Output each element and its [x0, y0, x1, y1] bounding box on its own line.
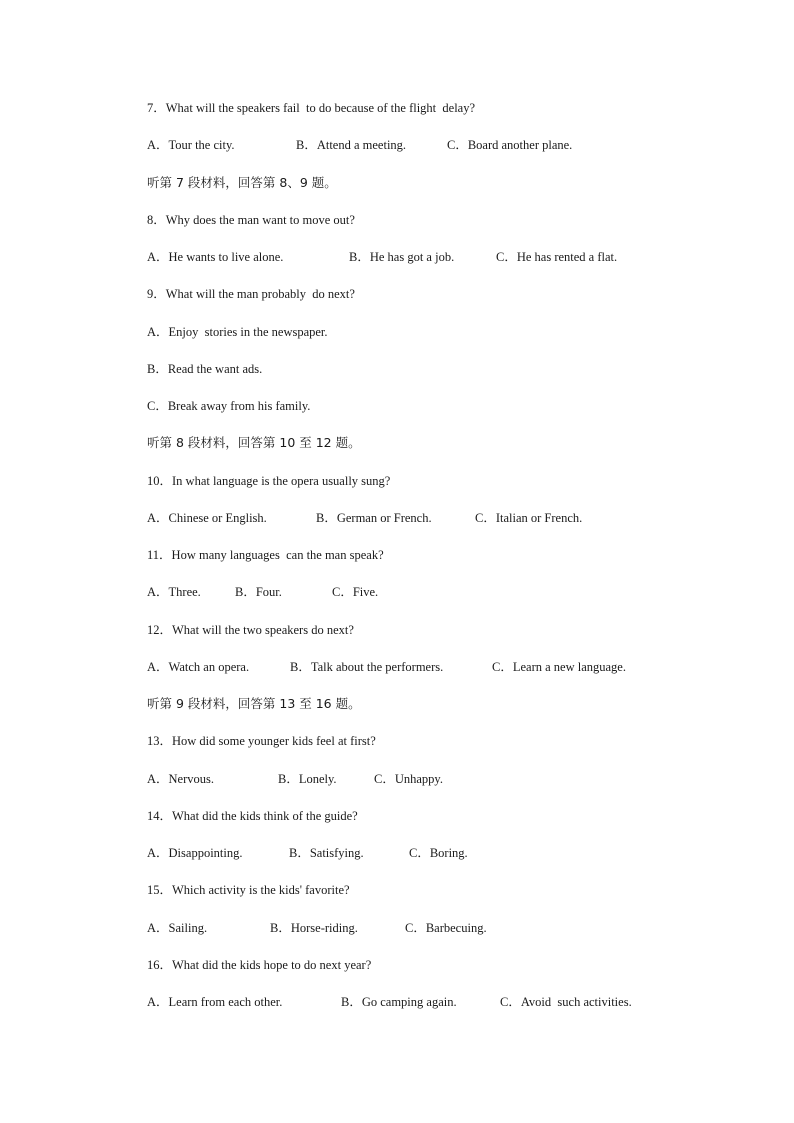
option-10b: B．German or French. — [316, 511, 432, 525]
option-12b: B．Talk about the performers. — [290, 660, 444, 674]
section-header-7: 听第 7 段材料，回答第 8、9 题。 — [147, 175, 337, 190]
option-15b: B．Horse-riding. — [270, 921, 358, 935]
question-11: 11．How many languages can the man speak? — [147, 548, 384, 562]
option-8a: A．He wants to live alone. — [147, 250, 284, 264]
question-10: 10．In what language is the opera usually sung? — [147, 474, 391, 488]
question-7: 7．What will the speakers fail to do because of the flight delay? — [147, 101, 476, 115]
section-header-9: 听第 9 段材料，回答第 13 至 16 题。 — [147, 696, 361, 711]
question-16: 16．What did the kids hope to do next year? — [147, 958, 372, 972]
option-11b: B．Four. — [235, 585, 282, 599]
option-16a: A．Learn from each other. — [147, 995, 283, 1009]
option-10a: A．Chinese or English. — [147, 511, 267, 525]
option-11c: C．Five. — [332, 585, 379, 599]
option-13a: A．Nervous. — [147, 772, 215, 786]
option-13b: B．Lonely. — [278, 772, 337, 786]
question-13: 13．How did some younger kids feel at first? — [147, 734, 376, 748]
option-10c: C．Italian or French. — [475, 511, 583, 525]
option-16b: B．Go camping again. — [341, 995, 457, 1009]
question-15: 15．Which activity is the kids' favorite? — [147, 883, 350, 897]
option-15c: C．Barbecuing. — [405, 921, 487, 935]
question-12: 12．What will the two speakers do next? — [147, 623, 354, 637]
option-8b: B．He has got a job. — [349, 250, 455, 264]
option-13c: C．Unhappy. — [374, 772, 443, 786]
question-9: 9．What will the man probably do next? — [147, 287, 355, 301]
option-7a: A．Tour the city. — [147, 138, 235, 152]
option-12a: A．Watch an opera. — [147, 660, 250, 674]
option-12c: C．Learn a new language. — [492, 660, 626, 674]
option-8c: C．He has rented a flat. — [496, 250, 618, 264]
option-14b: B．Satisfying. — [289, 846, 364, 860]
option-15a: A．Sailing. — [147, 921, 208, 935]
option-9a: A．Enjoy stories in the newspaper. — [147, 325, 328, 339]
option-9c: C．Break away from his family. — [147, 399, 311, 413]
option-14c: C．Boring. — [409, 846, 468, 860]
question-14: 14．What did the kids think of the guide? — [147, 809, 358, 823]
option-7c: C．Board another plane. — [447, 138, 573, 152]
option-9b: B．Read the want ads. — [147, 362, 263, 376]
option-16c: C．Avoid such activities. — [500, 995, 632, 1009]
section-header-8: 听第 8 段材料，回答第 10 至 12 题。 — [147, 435, 361, 450]
option-14a: A．Disappointing. — [147, 846, 243, 860]
option-7b: B．Attend a meeting. — [296, 138, 407, 152]
question-8: 8．Why does the man want to move out? — [147, 213, 355, 227]
option-11a: A．Three. — [147, 585, 201, 599]
